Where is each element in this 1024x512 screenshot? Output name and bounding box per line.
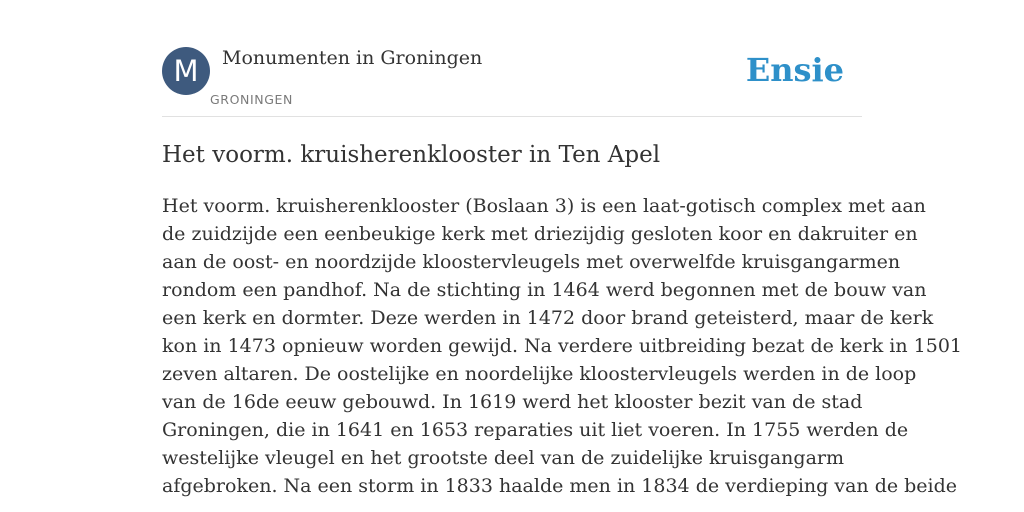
body-line: westelijke vleugel en het grootste deel van de zuidelijke kruisgangarm — [162, 447, 844, 469]
article-title: Het voorm. kruisherenklooster in Ten Apel — [162, 142, 661, 168]
article-body — [162, 192, 963, 500]
body-line: de zuidzijde een eenbeukige kerk met driezijdig gesloten koor en dakruiter en — [162, 223, 918, 245]
body-line: kon in 1473 opnieuw worden gewijd. Na verdere uitbreiding bezat de kerk in 1501 — [162, 335, 963, 357]
page-container — [162, 0, 963, 512]
brand-logo[interactable]: Ensie — [745, 51, 844, 89]
category-link[interactable]: GRONINGEN — [210, 92, 293, 107]
body-line: rondom een pandhof. Na de stichting in 1464 werd begonnen met de bouw van — [162, 279, 927, 301]
body-line: afgebroken. Na een storm in 1833 haalde men in 1834 de verdieping van de beide — [162, 475, 958, 497]
source-title-link[interactable]: Monumenten in Groningen — [222, 47, 483, 69]
body-line: Groningen, die in 1641 en 1653 reparaties uit liet voeren. In 1755 werden de — [162, 419, 909, 441]
body-line: een kerk en dormter. Deze werden in 1472 door brand geteisterd, maar de kerk — [162, 307, 934, 329]
header — [162, 0, 862, 117]
body-line: Het voorm. kruisherenklooster (Boslaan 3) is een laat-gotisch complex met aan — [162, 195, 926, 217]
source-avatar[interactable]: M — [162, 47, 210, 95]
body-line: van de 16de eeuw gebouwd. In 1619 werd het klooster bezit van de stad — [162, 391, 863, 413]
body-line: aan de oost- en noordzijde kloostervleugels met overwelfde kruisgangarmen — [162, 251, 901, 273]
body-line: zeven altaren. De oostelijke en noordelijke kloostervleugels werden in de loop — [162, 363, 917, 385]
